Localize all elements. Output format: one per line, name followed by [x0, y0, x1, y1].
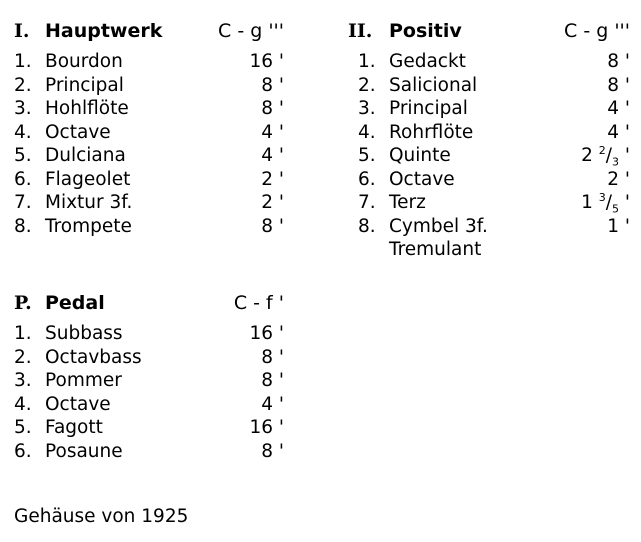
- stop-number: 2.: [358, 74, 376, 96]
- stop-number: 8.: [358, 215, 376, 237]
- stop-number: 4.: [358, 121, 376, 143]
- stop-pitch: 4 ': [607, 121, 630, 143]
- stop-row: [348, 168, 630, 192]
- stop-name: Pommer: [45, 370, 122, 391]
- stop-number: 1.: [14, 51, 32, 72]
- stop-name: Octave: [45, 393, 111, 415]
- pitch-numerator: 2: [598, 143, 606, 157]
- pitch-unit: ': [624, 192, 630, 213]
- stop-pitch: 16 ': [249, 417, 284, 438]
- division-numeral: I.: [14, 20, 30, 42]
- division-numeral: P.: [14, 292, 32, 314]
- stop-name: Subbass: [45, 323, 123, 344]
- stop-name: Posaune: [45, 440, 123, 462]
- pitch-whole: 1: [581, 192, 593, 213]
- stop-list: [14, 322, 284, 463]
- stop-pitch: 4 ': [261, 121, 284, 143]
- stop-name: Fagott: [45, 417, 103, 438]
- stop-name: Flageolet: [45, 168, 131, 190]
- stop-pitch: 8 ': [607, 51, 630, 72]
- division-name: Pedal: [45, 292, 105, 314]
- stop-row: [14, 440, 284, 464]
- stop-pitch: 8 ': [261, 440, 284, 462]
- pitch-denominator: 5: [612, 202, 620, 216]
- division-header: [14, 20, 284, 44]
- pitch-denominator: 3: [612, 155, 620, 169]
- stop-row: [348, 191, 630, 215]
- division-header: [14, 292, 284, 316]
- stop-pitch: 4 ': [607, 98, 630, 119]
- stop-row: [14, 144, 284, 168]
- stop-pitch: 8 ': [607, 74, 630, 96]
- stop-name: Terz: [389, 192, 426, 213]
- stop-row: [14, 74, 284, 98]
- stop-name: Principal: [389, 98, 468, 119]
- stop-name: Quinte: [389, 145, 451, 166]
- stop-number: 5.: [358, 145, 376, 166]
- stop-row: [348, 215, 630, 239]
- stop-pitch: 8 ': [261, 346, 284, 368]
- division-hauptwerk: [14, 20, 284, 238]
- stop-name: Dulciana: [45, 145, 126, 166]
- stop-row: [14, 393, 284, 417]
- stop-pitch: 16 ': [249, 323, 284, 344]
- stop-row: [14, 121, 284, 145]
- stop-list: [348, 50, 630, 238]
- stop-name: Salicional: [389, 74, 478, 96]
- stop-pitch: 1 $^3/_5$ ': [581, 190, 630, 216]
- stop-row: [14, 168, 284, 192]
- stop-pitch: 8 ': [261, 370, 284, 391]
- stop-number: 5.: [14, 417, 32, 438]
- stop-pitch: 4 ': [261, 145, 284, 166]
- stop-pitch: 8 ': [261, 215, 284, 237]
- stop-pitch: 1 ': [607, 215, 630, 237]
- stop-number: 3.: [14, 98, 32, 119]
- stop-pitch: 2 $^2/_3$ ': [581, 143, 630, 169]
- stop-number: 3.: [14, 370, 32, 391]
- tremulant-label: Tremulant: [389, 239, 482, 260]
- stop-row: [348, 50, 630, 74]
- stop-number: 6.: [14, 440, 32, 462]
- stop-row: [14, 322, 284, 346]
- stop-number: 3.: [358, 98, 376, 119]
- stop-name: Octave: [45, 121, 111, 143]
- stop-name: Trompete: [45, 215, 132, 237]
- stop-row: [348, 121, 630, 145]
- stop-row: [14, 369, 284, 393]
- stop-number: 2.: [14, 346, 32, 368]
- stop-row: [14, 191, 284, 215]
- division-name: Hauptwerk: [45, 20, 163, 42]
- stop-name: Rohrflöte: [389, 121, 474, 143]
- stop-pitch: 2 ': [607, 168, 630, 190]
- pitch-unit: ': [624, 145, 630, 166]
- stop-pitch: 16 ': [249, 51, 284, 72]
- division-header: [348, 20, 630, 44]
- stop-name: Bourdon: [45, 51, 123, 72]
- stop-number: 7.: [14, 192, 32, 213]
- division-range: C - f ': [233, 292, 284, 314]
- stop-row: [348, 74, 630, 98]
- stop-number: 4.: [14, 121, 32, 143]
- stop-pitch: 8 ': [261, 98, 284, 119]
- stop-number: 2.: [14, 74, 32, 96]
- stop-name: Hohlflöte: [45, 98, 129, 119]
- stop-number: 1.: [358, 51, 376, 72]
- division-range: C - g ''': [564, 20, 630, 42]
- stop-name: Cymbel 3f.: [389, 215, 488, 237]
- pitch-whole: 2: [581, 145, 593, 166]
- stop-number: 6.: [14, 168, 32, 190]
- stop-name: Principal: [45, 74, 124, 96]
- division-numeral: II.: [348, 20, 373, 42]
- stop-name: Octave: [389, 168, 455, 190]
- stop-pitch: 4 ': [261, 393, 284, 415]
- stop-row: [14, 346, 284, 370]
- stop-number: 8.: [14, 215, 32, 237]
- stop-pitch: 2 ': [261, 192, 284, 213]
- stop-number: 1.: [14, 323, 32, 344]
- stop-row: [14, 50, 284, 74]
- stop-name: Mixtur 3f.: [45, 192, 133, 213]
- stop-number: 7.: [358, 192, 376, 213]
- stop-row: [14, 215, 284, 239]
- stop-pitch: 8 ': [261, 74, 284, 96]
- stop-pitch: 2 ': [261, 168, 284, 190]
- stop-name: Octavbass: [45, 346, 142, 368]
- stop-number: 5.: [14, 145, 32, 166]
- stop-row: [348, 97, 630, 121]
- division-positiv: [348, 20, 630, 262]
- stop-name: Gedackt: [389, 51, 466, 72]
- division-range: C - g ''': [218, 20, 284, 42]
- stop-row: [14, 416, 284, 440]
- stop-list: [14, 50, 284, 238]
- stop-number: 6.: [358, 168, 376, 190]
- pitch-numerator: 3: [598, 190, 606, 204]
- stop-number: 4.: [14, 393, 32, 415]
- case-note: Gehäuse von 1925: [14, 506, 189, 527]
- division-name: Positiv: [389, 20, 462, 42]
- division-pedal: [14, 292, 284, 463]
- stop-row: [348, 144, 630, 168]
- stop-row: [14, 97, 284, 121]
